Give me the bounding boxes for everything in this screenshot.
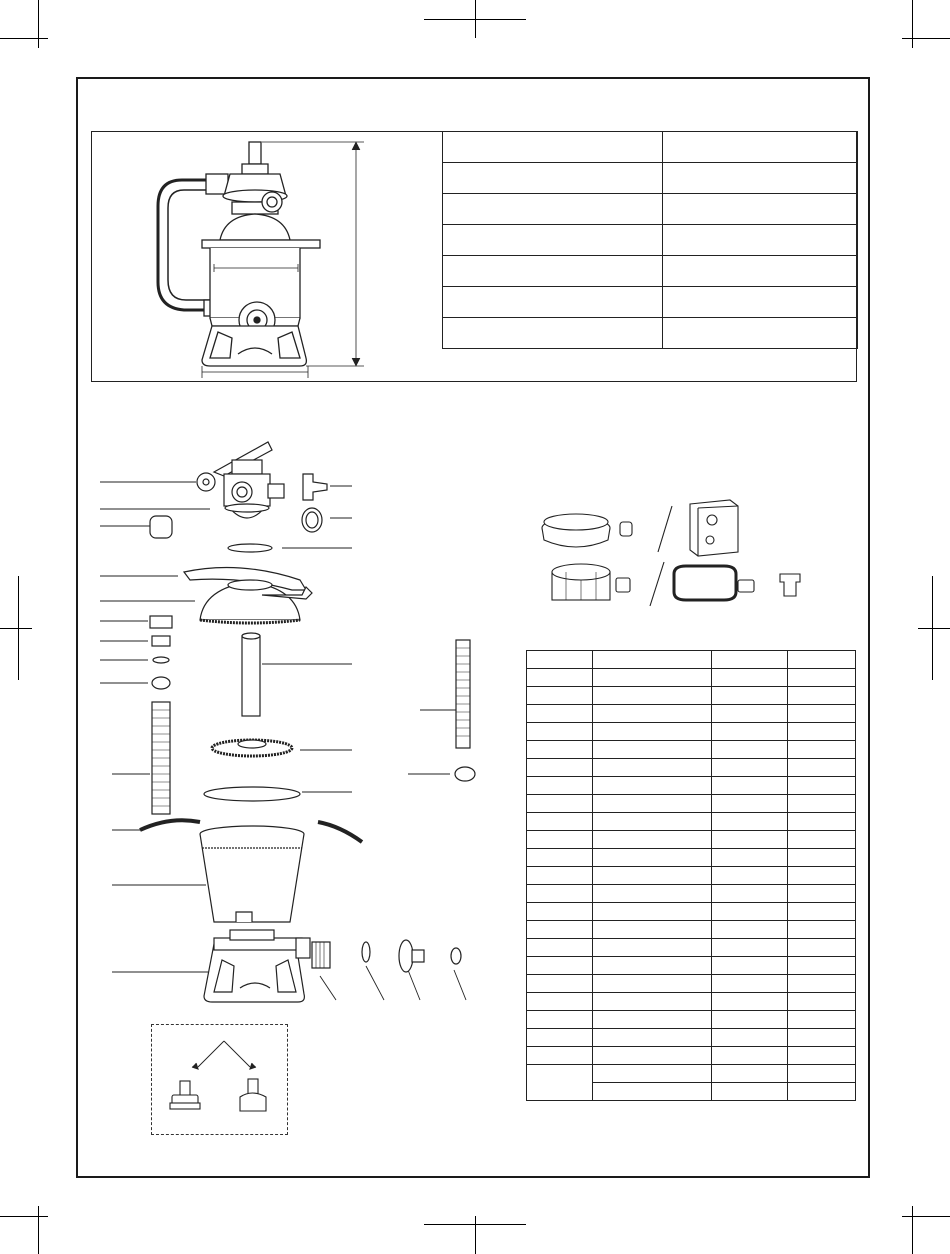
parts-cell — [592, 957, 712, 975]
parts-row — [527, 849, 856, 867]
parts-cell — [527, 939, 593, 957]
hoses — [152, 640, 475, 814]
parts-cell — [712, 813, 788, 831]
parts-cell — [788, 1083, 856, 1101]
parts-cell — [788, 921, 856, 939]
parts-cell — [592, 921, 712, 939]
parts-header-cell — [712, 651, 788, 669]
spec-label-cell — [443, 287, 663, 318]
parts-cell — [788, 975, 856, 993]
oval-pool-icon — [674, 566, 736, 600]
parts-cell — [788, 759, 856, 777]
parts-cell — [527, 741, 593, 759]
parts-cell — [712, 975, 788, 993]
parts-row — [527, 1029, 856, 1047]
parts-list-table — [526, 650, 856, 1101]
parts-cell — [527, 705, 593, 723]
parts-cell — [592, 1083, 712, 1101]
parts-cell — [788, 957, 856, 975]
parts-row — [527, 795, 856, 813]
parts-cell — [592, 867, 712, 885]
parts-row — [527, 867, 856, 885]
parts-cell — [592, 993, 712, 1011]
parts-cell — [788, 669, 856, 687]
parts-cell — [527, 777, 593, 795]
parts-cell — [712, 957, 788, 975]
spec-value-cell — [663, 225, 858, 256]
parts-cell — [712, 687, 788, 705]
specification-box — [91, 131, 857, 382]
parts-cell — [527, 1047, 593, 1065]
parts-cell — [592, 759, 712, 777]
parts-ref-cell — [527, 1065, 593, 1101]
parts-row — [527, 741, 856, 759]
parts-cell — [592, 1047, 712, 1065]
parts-cell — [592, 705, 712, 723]
parts-cell — [592, 723, 712, 741]
parts-cell — [712, 1011, 788, 1029]
parts-cell — [712, 705, 788, 723]
specification-table — [442, 131, 858, 349]
parts-cell — [592, 795, 712, 813]
parts-cell — [712, 777, 788, 795]
parts-row — [527, 1047, 856, 1065]
parts-cell — [527, 957, 593, 975]
parts-cell — [712, 921, 788, 939]
spec-label-cell — [443, 132, 663, 163]
parts-header-cell — [788, 651, 856, 669]
parts-header-cell — [527, 651, 593, 669]
parts-cell — [712, 1065, 788, 1083]
parts-row — [527, 831, 856, 849]
frame-pool-icon — [552, 564, 610, 600]
parts-cell — [527, 687, 593, 705]
parts-cell — [527, 867, 593, 885]
multiport-valve — [214, 442, 284, 518]
spec-value-cell — [663, 256, 858, 287]
parts-cell — [788, 1047, 856, 1065]
product-box-icon — [690, 500, 738, 556]
parts-cell — [527, 813, 593, 831]
parts-cell — [527, 723, 593, 741]
parts-cell — [712, 885, 788, 903]
parts-header-cell — [592, 651, 712, 669]
parts-row — [527, 939, 856, 957]
parts-row — [527, 705, 856, 723]
parts-cell — [788, 831, 856, 849]
parts-cell — [712, 867, 788, 885]
parts-row — [527, 975, 856, 993]
spec-value-cell — [663, 287, 858, 318]
parts-row — [527, 957, 856, 975]
parts-cell — [592, 669, 712, 687]
parts-cell — [592, 903, 712, 921]
parts-cell — [592, 1029, 712, 1047]
parts-cell — [527, 795, 593, 813]
spec-row — [443, 163, 858, 194]
parts-cell — [592, 831, 712, 849]
parts-cell — [788, 939, 856, 957]
parts-cell — [712, 1029, 788, 1047]
easy-set-pool-icon — [542, 514, 610, 547]
parts-row — [527, 759, 856, 777]
parts-cell — [527, 759, 593, 777]
parts-cell — [788, 993, 856, 1011]
parts-cell — [527, 849, 593, 867]
spec-row — [443, 132, 858, 163]
parts-cell — [712, 903, 788, 921]
spec-row — [443, 318, 858, 349]
spec-label-cell — [443, 194, 663, 225]
parts-cell — [527, 1029, 593, 1047]
spec-label-cell — [443, 256, 663, 287]
parts-cell — [527, 669, 593, 687]
spec-row — [443, 256, 858, 287]
parts-row — [527, 1011, 856, 1029]
parts-cell — [712, 849, 788, 867]
parts-row — [527, 723, 856, 741]
optional-connector-box — [151, 1024, 288, 1135]
parts-cell — [592, 939, 712, 957]
parts-row — [527, 669, 856, 687]
parts-cell — [712, 795, 788, 813]
parts-cell — [527, 921, 593, 939]
parts-cell — [592, 687, 712, 705]
parts-row — [527, 777, 856, 795]
right-leader-lines — [262, 486, 466, 1000]
parts-cell — [788, 1029, 856, 1047]
parts-cell — [527, 831, 593, 849]
spec-value-cell — [663, 318, 858, 349]
parts-cell — [527, 993, 593, 1011]
tank-dome — [184, 568, 312, 624]
parts-cell — [712, 741, 788, 759]
parts-cell — [592, 885, 712, 903]
filter-tank — [200, 826, 304, 922]
parts-row — [527, 1065, 856, 1083]
spec-value-cell — [663, 132, 858, 163]
parts-row — [527, 885, 856, 903]
spec-value-cell — [663, 163, 858, 194]
spec-value-cell — [663, 194, 858, 225]
parts-row — [527, 813, 856, 831]
parts-cell — [788, 795, 856, 813]
parts-cell — [788, 741, 856, 759]
parts-cell — [788, 1011, 856, 1029]
parts-cell — [712, 1047, 788, 1065]
parts-cell — [712, 1083, 788, 1101]
parts-cell — [592, 741, 712, 759]
parts-cell — [527, 885, 593, 903]
parts-cell — [712, 831, 788, 849]
spec-label-cell — [443, 163, 663, 194]
parts-cell — [712, 723, 788, 741]
parts-cell — [592, 813, 712, 831]
spec-label-cell — [443, 318, 663, 349]
parts-cell — [592, 849, 712, 867]
parts-row — [527, 993, 856, 1011]
parts-cell — [527, 903, 593, 921]
filter-pump-front-view — [92, 132, 442, 382]
parts-cell — [788, 867, 856, 885]
parts-cell — [788, 723, 856, 741]
spec-row — [443, 194, 858, 225]
parts-cell — [527, 1011, 593, 1029]
parts-row — [527, 921, 856, 939]
parts-cell — [788, 849, 856, 867]
spec-row — [443, 225, 858, 256]
pool-illustrations — [540, 492, 840, 622]
parts-cell — [712, 939, 788, 957]
parts-cell — [788, 813, 856, 831]
parts-cell — [788, 687, 856, 705]
parts-cell — [592, 975, 712, 993]
parts-cell — [712, 759, 788, 777]
parts-cell — [788, 885, 856, 903]
parts-header-row — [527, 651, 856, 669]
parts-row — [527, 687, 856, 705]
parts-cell — [712, 669, 788, 687]
parts-cell — [592, 777, 712, 795]
parts-cell — [592, 1065, 712, 1083]
parts-cell — [712, 993, 788, 1011]
optional-connectors-illustration — [152, 1025, 289, 1136]
spec-label-cell — [443, 225, 663, 256]
parts-cell — [527, 975, 593, 993]
parts-cell — [788, 1065, 856, 1083]
parts-cell — [788, 705, 856, 723]
parts-cell — [788, 777, 856, 795]
parts-cell — [592, 1011, 712, 1029]
parts-cell — [788, 903, 856, 921]
pump-base — [204, 930, 310, 1002]
spec-row — [443, 287, 858, 318]
parts-row — [527, 903, 856, 921]
